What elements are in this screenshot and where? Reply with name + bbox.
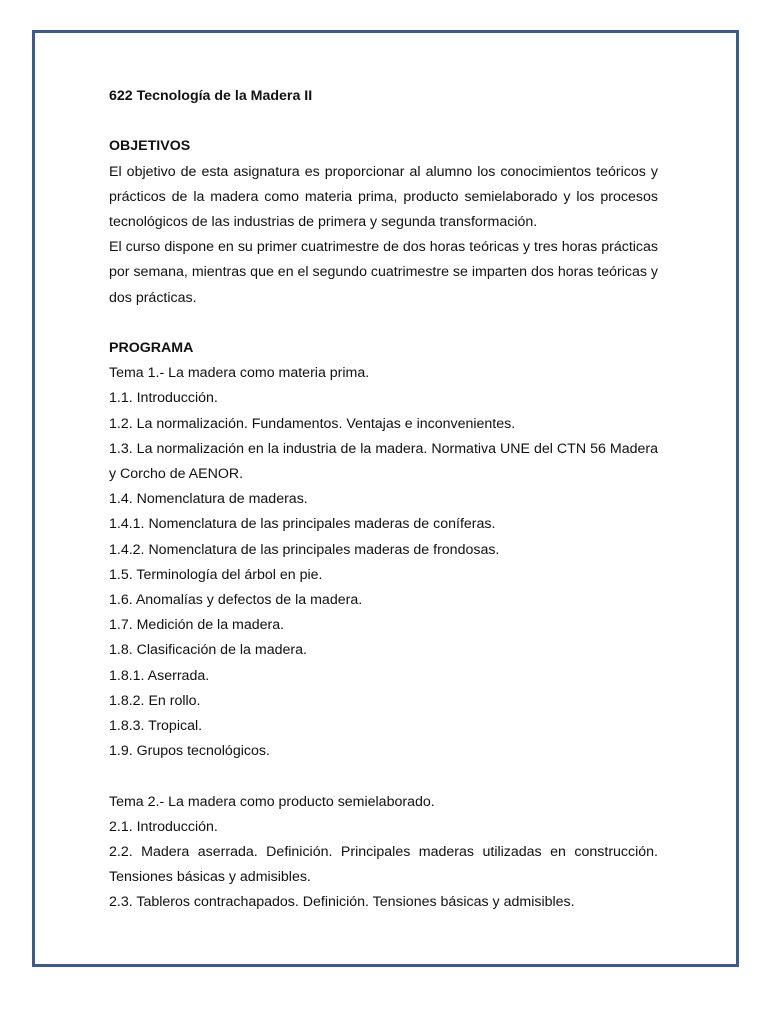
section-heading-objetivos: OBJETIVOS (109, 138, 191, 155)
list-item: 1.6. Anomalías y defectos de la madera. (109, 592, 363, 609)
document-body (109, 84, 658, 916)
spacer (109, 109, 658, 134)
list-item: 1.4.2. Nomenclatura de las principales maderas de frondosas. (109, 541, 500, 558)
objetivos-paragraph: El curso dispone en su primer cuatrimestre de dos horas teóricas y tres horas prácticas por semana, mientras que en el segundo cuatrimestre se imparten dos horas teóricas y dos prácticas. (109, 239, 658, 306)
list-item: 1.7. Medición de la madera. (109, 617, 285, 634)
list-item: 1.4.1. Nomenclatura de las principales maderas de coníferas. (109, 516, 496, 533)
spacer (109, 311, 658, 336)
list-item: 2.3. Tableros contrachapados. Definición. Tensiones básicas y admisibles. (109, 894, 575, 911)
list-item: 1.5. Terminología del árbol en pie. (109, 566, 323, 583)
spacer (109, 764, 658, 789)
list-item: 2.1. Introducción. (109, 818, 218, 835)
list-item: 1.3. La normalización en la industria de la madera. Normativa UNE del CTN 56 Madera y Corcho de AENOR. (109, 440, 658, 483)
document-title: 622 Tecnología de la Madera II (109, 88, 313, 104)
list-item: 1.4. Nomenclatura de maderas. (109, 491, 308, 508)
list-item: 1.8.2. En rollo. (109, 692, 201, 709)
list-item: 1.9. Grupos tecnológicos. (109, 743, 270, 760)
list-item: 1.2. La normalización. Fundamentos. Ventajas e inconvenientes. (109, 415, 516, 432)
list-item: 1.8.3. Tropical. (109, 718, 203, 735)
objetivos-paragraph: El objetivo de esta asignatura es proporcionar al alumno los conocimientos teóricos y prácticos de la madera como materia prima, producto semielaborado y los procesos tecnológicos de las industrias de primera y segunda transformación. (109, 163, 658, 230)
list-item: 1.8.1. Aserrada. (109, 667, 210, 684)
tema-title: Tema 2.- La madera como producto semielaborado. (109, 793, 435, 810)
section-heading-programa: PROGRAMA (109, 340, 194, 356)
list-item: 1.8. Clasificación de la madera. (109, 642, 307, 659)
list-item: 2.2. Madera aserrada. Definición. Principales maderas utilizadas en construcción. Tensiones básicas y admisibles. (109, 844, 658, 886)
tema-title: Tema 1.- La madera como materia prima. (109, 365, 370, 382)
list-item: 1.1. Introducción. (109, 390, 218, 407)
